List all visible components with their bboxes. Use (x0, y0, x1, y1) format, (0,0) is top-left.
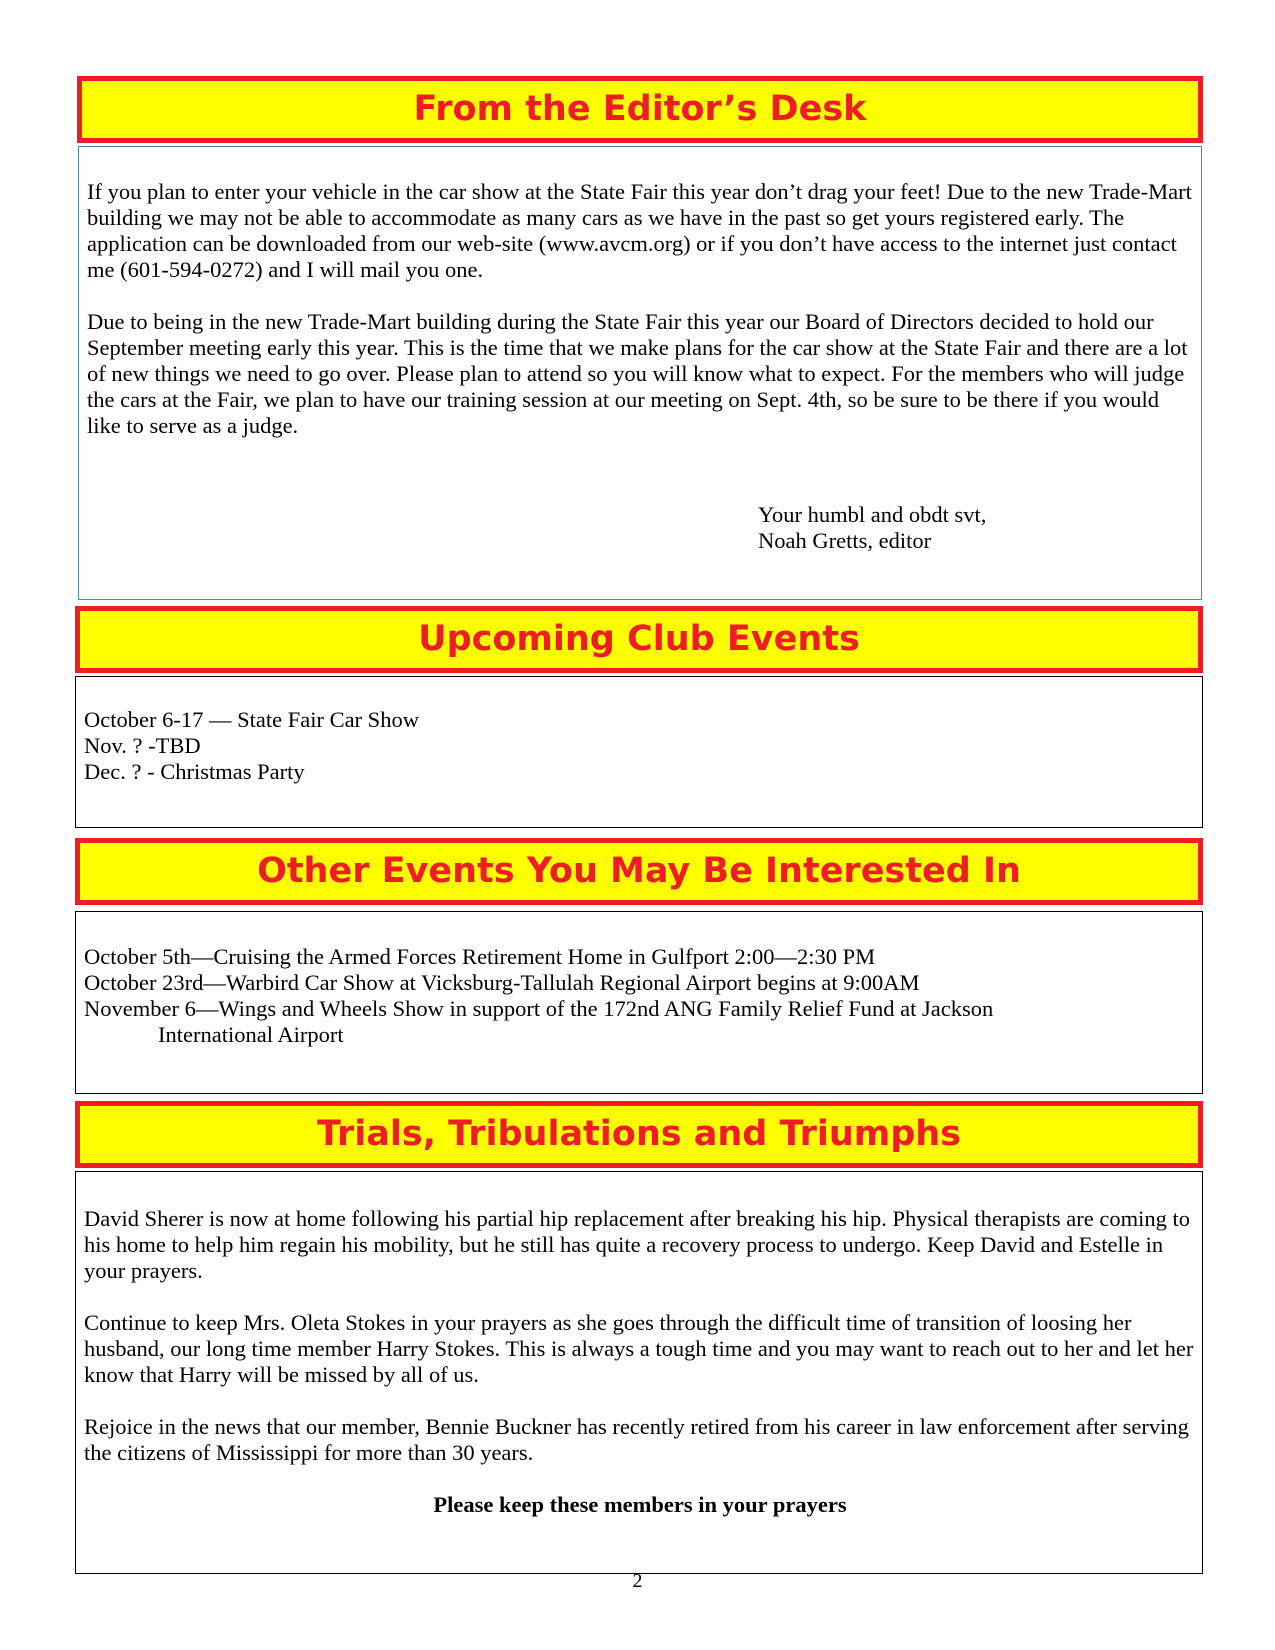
editor-signature-block (758, 502, 986, 554)
trials-closing: Please keep these members in your prayers (433, 1492, 847, 1517)
other-events-title: Other Events You May Be Interested In (257, 851, 1021, 891)
club-event-item: Nov. ? -TBD (84, 733, 201, 758)
editor-paragraph-2: Due to being in the new Trade-Mart building during the State Fair this year our Board of Directors decided to hold our September meeting early this year. This is the time that we make plans for the car show at the State Fair and there are a lot of new things we need to go over. Please plan to attend so you will know what to expect. For the members who will judge the cars at the Fair, we plan to have our training session at our meeting on Sept. 4th, so be sure to be there if you would like to serve as a judge. (87, 309, 1188, 438)
editor-desk-banner (77, 76, 1203, 143)
club-events-box (75, 676, 1203, 828)
trials-banner (75, 1101, 1203, 1168)
other-event-item: November 6—Wings and Wheels Show in support of the 172nd ANG Family Relief Fund at Jackson (84, 996, 994, 1021)
trials-paragraph-2: Continue to keep Mrs. Oleta Stokes in your prayers as she goes through the difficult time of transition of loosing her husband, our long time member Harry Stokes. This is always a tough time and you may want to reach out to her and let her know that Harry will be missed by all of us. (84, 1310, 1194, 1387)
club-event-item: October 6-17 — State Fair Car Show (84, 707, 419, 732)
editor-desk-title: From the Editor’s Desk (413, 89, 867, 129)
editor-paragraph-1: If you plan to enter your vehicle in the car show at the State Fair this year don’t drag your feet! Due to the new Trade-Mart building we may not be able to accommodate as many cars as we have in the past so get yours registered early. The application can be downloaded from our web-site (www.avcm.org) or if you don’t have access to the internet just contact me (601-594-0272) and I will mail you one. (87, 179, 1192, 282)
club-events-banner (75, 606, 1203, 673)
page-number: 2 (632, 1570, 643, 1592)
other-event-item: October 5th—Cruising the Armed Forces Retirement Home in Gulfport 2:00—2:30 PM (84, 944, 876, 969)
other-event-item: October 23rd—Warbird Car Show at Vicksburg-Tallulah Regional Airport begins at 9:00AM (84, 970, 920, 995)
club-event-item: Dec. ? - Christmas Party (84, 759, 305, 784)
trials-title: Trials, Tribulations and Triumphs (316, 1114, 962, 1154)
editor-desk-box (78, 146, 1202, 600)
other-events-banner (75, 838, 1203, 905)
trials-paragraph-3: Rejoice in the news that our member, Bennie Buckner has recently retired from his career in law enforcement after serving the citizens of Mississippi for more than 30 years. (84, 1414, 1189, 1465)
trials-box (75, 1171, 1203, 1574)
editor-signoff: Your humbl and obdt svt, (758, 502, 987, 527)
other-events-box (75, 911, 1203, 1094)
trials-paragraph-1: David Sherer is now at home following his partial hip replacement after breaking his hip. Physical therapists are coming to his home to help him regain his mobility, but he still has quite a recovery process to undergo. Keep David and Estelle in your prayers. (84, 1206, 1190, 1283)
editor-signature: Noah Gretts, editor (758, 528, 932, 553)
other-event-item-continuation: International Airport (158, 1022, 344, 1047)
club-events-title: Upcoming Club Events (418, 619, 860, 659)
